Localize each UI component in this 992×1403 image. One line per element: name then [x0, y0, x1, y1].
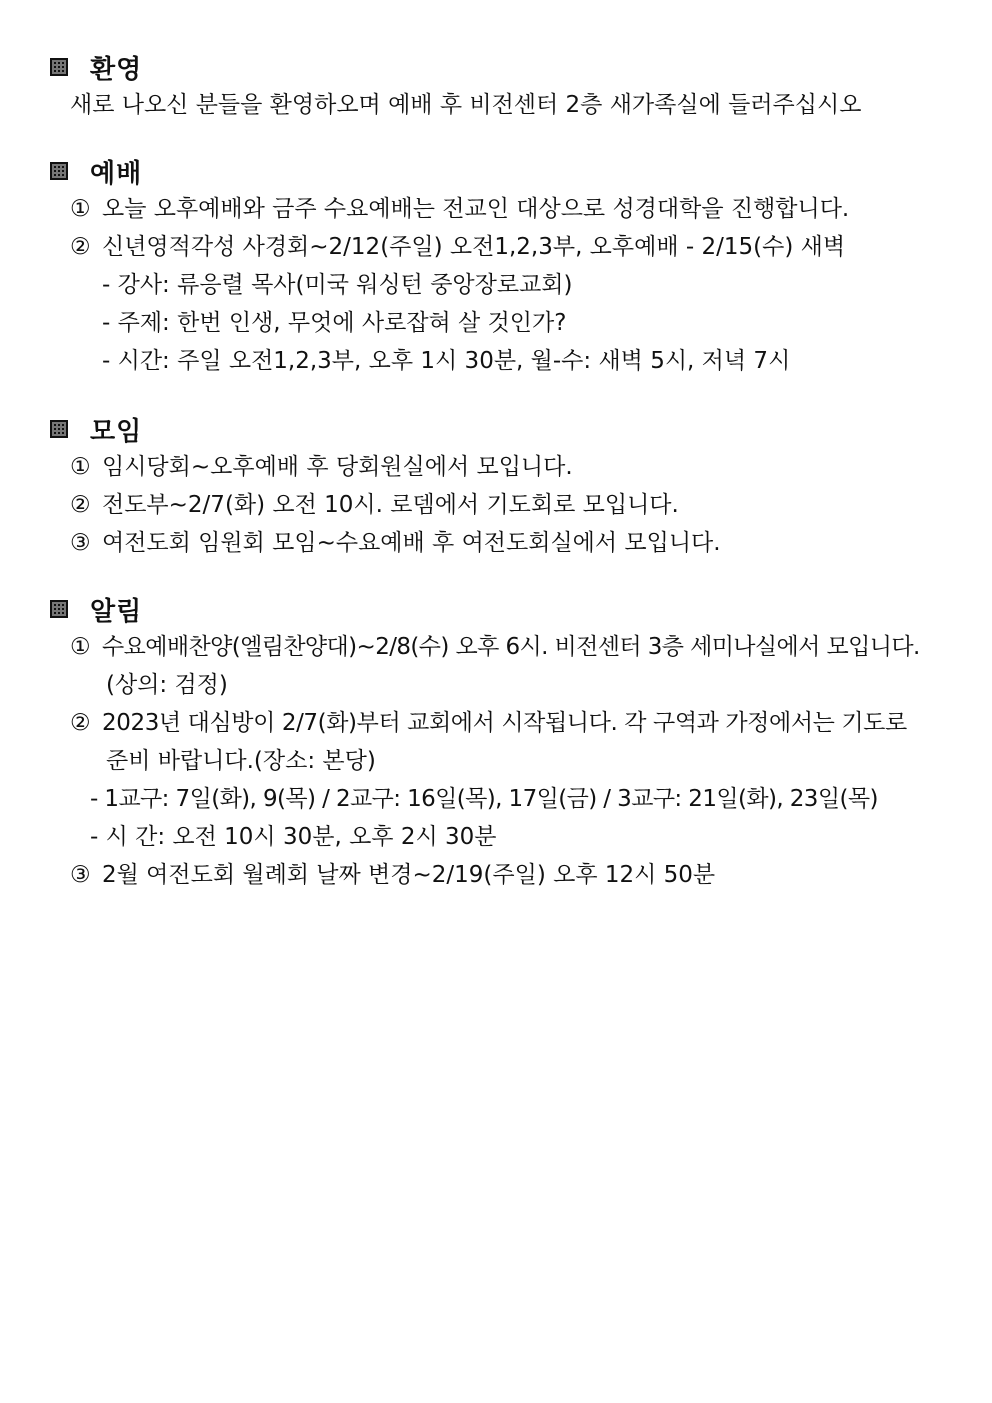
welcome-text: 새로 나오신 분들을 환영하오며 예배 후 비전센터 2층 새가족실에 들러주십시오: [70, 92, 862, 118]
item-text: 여전도회 임원회 모임~수요예배 후 여전도회실에서 모입니다.: [102, 530, 721, 556]
square-bullet-icon: [50, 162, 68, 180]
list-item: [50, 856, 950, 894]
sub-item: - 강사: 류응렬 목사(미국 워싱턴 중앙장로교회): [102, 272, 573, 298]
list-item: [50, 704, 950, 742]
sub-item: - 시 간: 오전 10시 30분, 오후 2시 30분: [90, 824, 497, 850]
section-title: 알림: [90, 596, 143, 627]
item-number: ①: [70, 454, 91, 480]
square-bullet-icon: [50, 58, 68, 76]
section-announcements: [50, 590, 950, 894]
section-title: 예배: [90, 158, 143, 189]
section-heading: [50, 152, 950, 190]
item-text: 신년영적각성 사경회~2/12(주일) 오전1,2,3부, 오후예배 - 2/15(수) 새벽: [102, 234, 846, 260]
item-number: ②: [70, 492, 91, 518]
list-item: [50, 228, 950, 266]
sub-item: - 시간: 주일 오전1,2,3부, 오후 1시 30분, 월-수: 새벽 5시, 저녁 7시: [102, 348, 791, 374]
item-text: 임시당회~오후예배 후 당회원실에서 모입니다.: [102, 454, 573, 480]
sub-item: - 1교구: 7일(화), 9(목) / 2교구: 16일(목), 17일(금) / 3교구: 21일(화), 23일(목): [90, 786, 878, 812]
item-text: 2023년 대심방이 2/7(화)부터 교회에서 시작됩니다. 각 구역과 가정에서는 기도로: [102, 710, 907, 736]
item-text: 오늘 오후예배와 금주 수요예배는 전교인 대상으로 성경대학을 진행합니다.: [102, 196, 850, 222]
list-item: [50, 486, 950, 524]
section-welcome: [50, 48, 950, 124]
item-number: ③: [70, 862, 91, 888]
item-number: ①: [70, 196, 91, 222]
section-worship: [50, 152, 950, 380]
list-item: [50, 190, 950, 228]
item-text: 2월 여전도회 월례회 날짜 변경~2/19(주일) 오후 12시 50분: [102, 862, 716, 888]
section-title: 모임: [90, 416, 143, 447]
item-number: ①: [70, 634, 91, 660]
item-number: ②: [70, 234, 91, 260]
item-number: ③: [70, 530, 91, 556]
item-number: ②: [70, 710, 91, 736]
section-meetings: [50, 410, 950, 562]
sub-item: - 주제: 한번 인생, 무엇에 사로잡혀 살 것인가?: [102, 310, 567, 336]
section-heading: [50, 410, 950, 448]
list-item: [50, 448, 950, 486]
list-item: [50, 628, 950, 666]
item-text: 전도부~2/7(화) 오전 10시. 로뎀에서 기도회로 모입니다.: [102, 492, 679, 518]
section-heading: [50, 48, 950, 86]
item-text: 수요예배찬양(엘림찬양대)~2/8(수) 오후 6시. 비전센터 3층 세미나실에서 모입니다.: [102, 634, 920, 660]
section-heading: [50, 590, 950, 628]
square-bullet-icon: [50, 600, 68, 618]
item-continuation: (상의: 검정): [106, 672, 228, 698]
square-bullet-icon: [50, 420, 68, 438]
item-continuation: 준비 바랍니다.(장소: 본당): [106, 748, 376, 774]
section-title: 환영: [90, 54, 143, 85]
list-item: [50, 524, 950, 562]
